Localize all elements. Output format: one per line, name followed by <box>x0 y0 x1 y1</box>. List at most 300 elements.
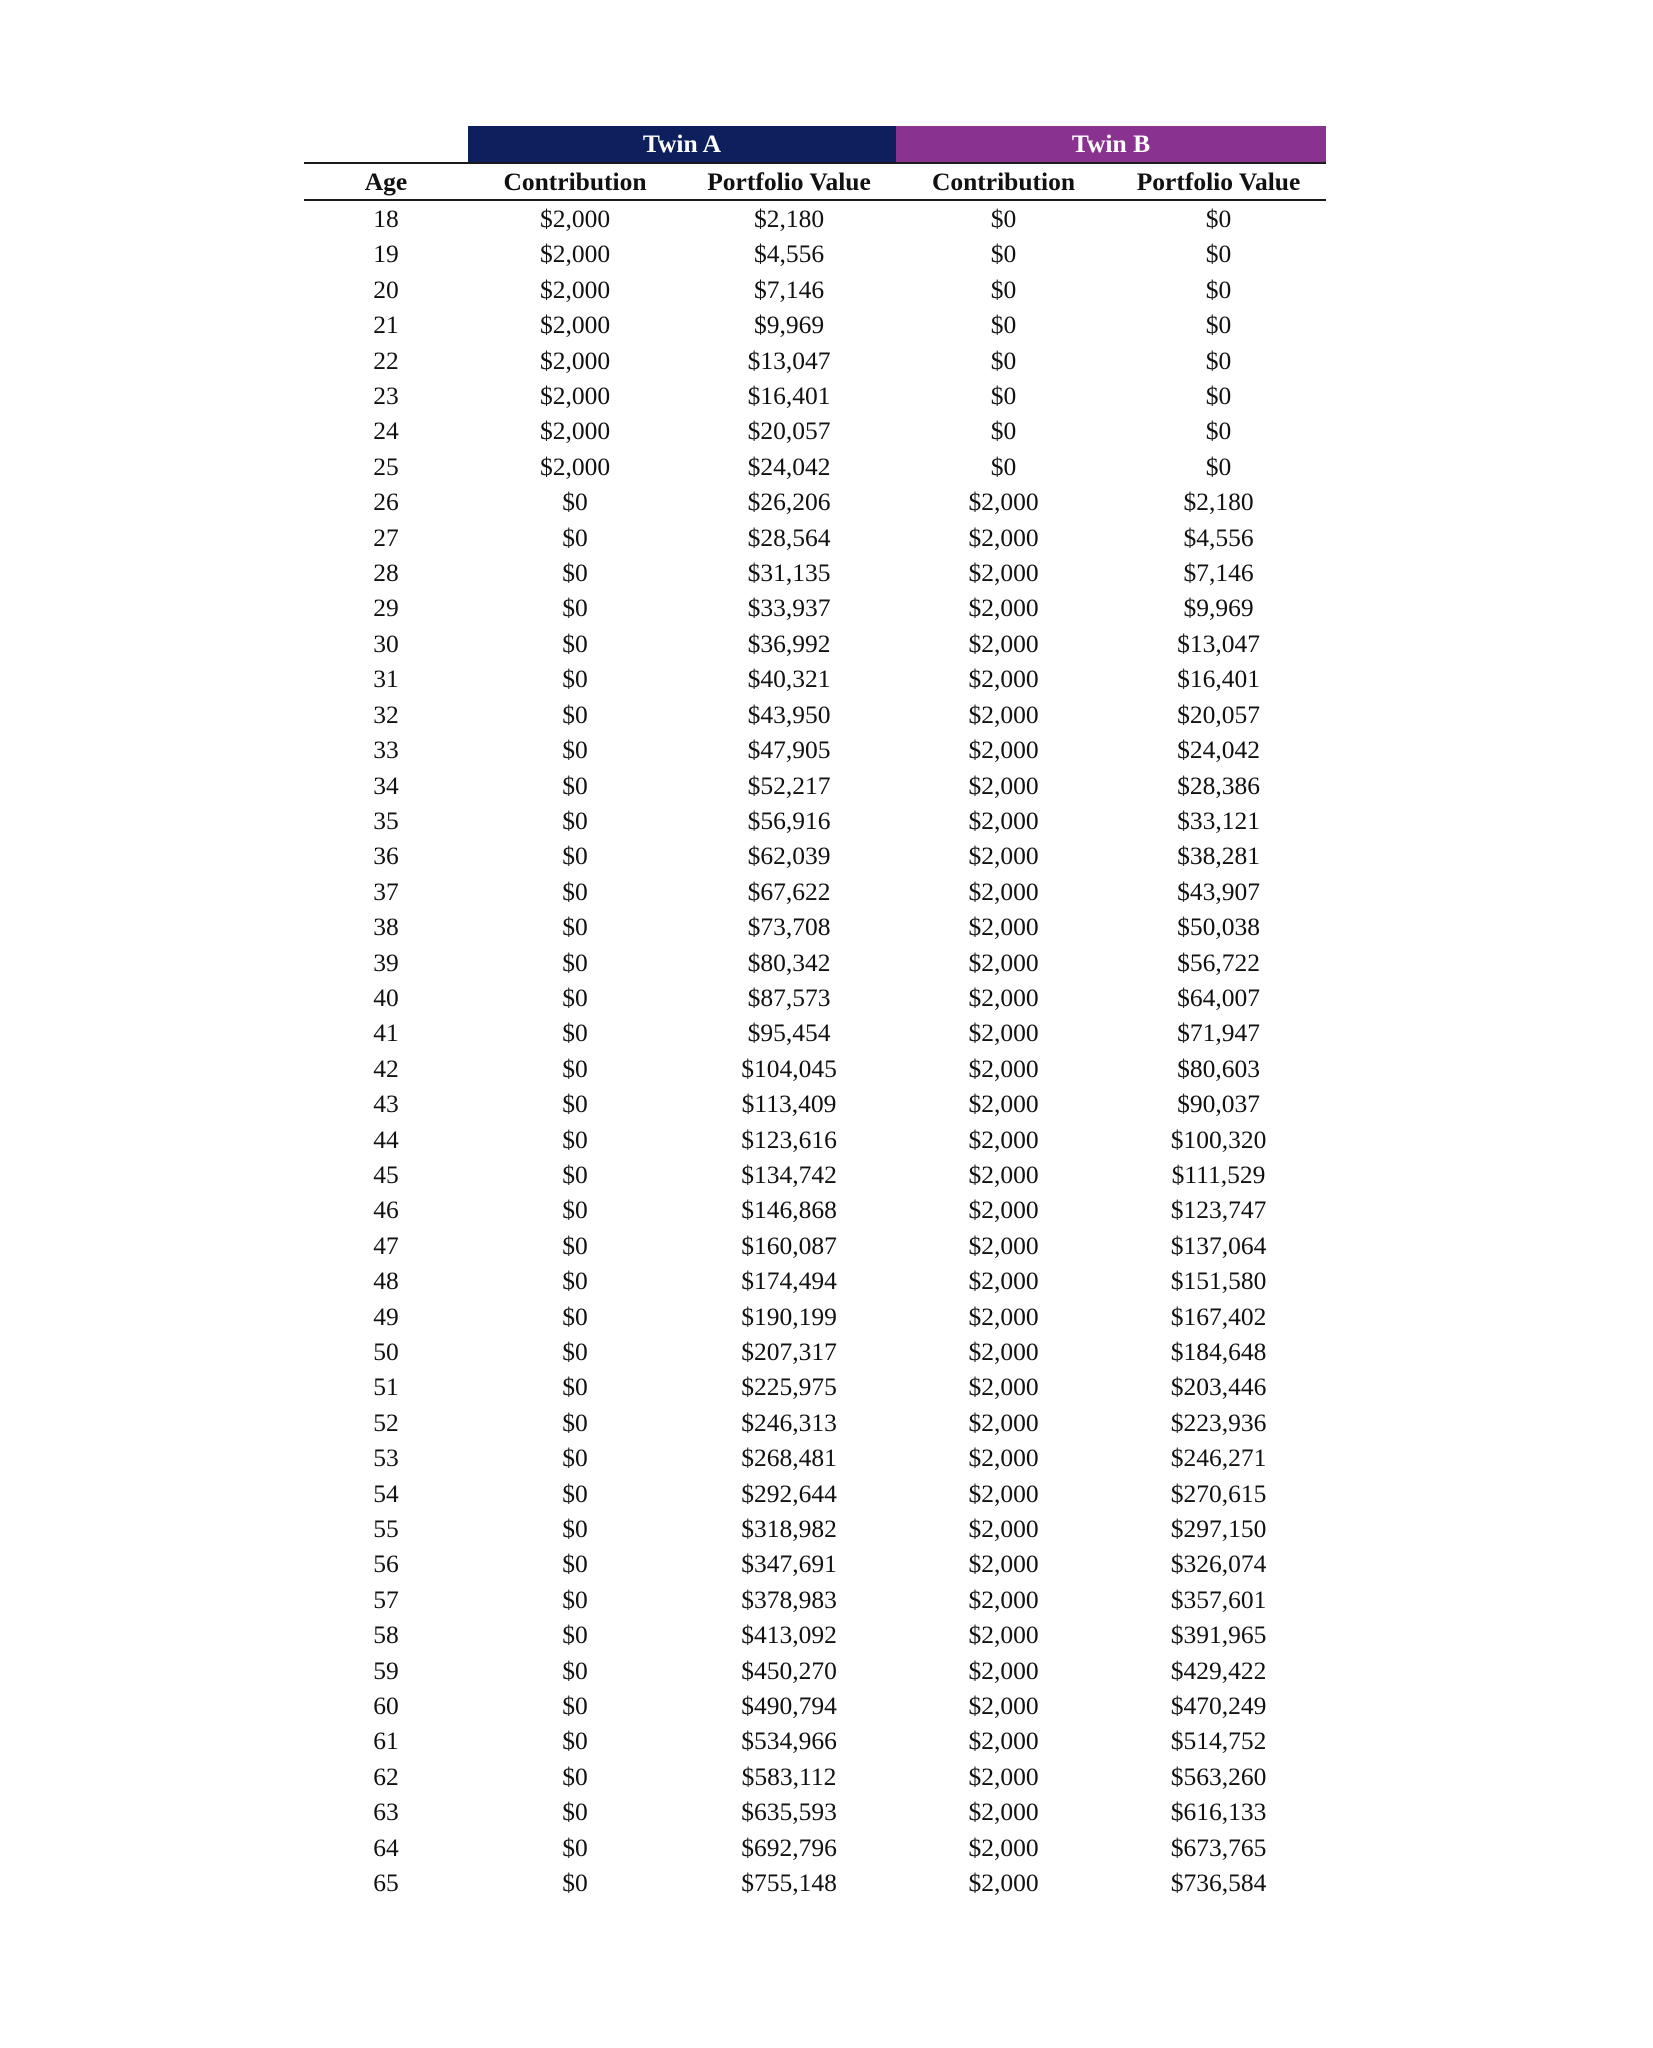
twin-b-portfolio-cell: $4,556 <box>1183 522 1254 552</box>
twin-b-contribution-cell: $2,000 <box>968 982 1039 1012</box>
twin-b-contribution-cell: $2,000 <box>968 1266 1039 1296</box>
twin-b-contribution-cell: $2,000 <box>968 1655 1039 1685</box>
twin-a-portfolio-cell: $20,057 <box>747 416 831 446</box>
twin-b-portfolio-cell: $0 <box>1205 345 1232 375</box>
table-row <box>304 1299 1326 1334</box>
table-row <box>304 1334 1326 1369</box>
age-cell: 20 <box>373 274 399 304</box>
twin-a-portfolio-cell: $146,868 <box>741 1195 837 1225</box>
twin-a-contribution-cell: $2,000 <box>539 204 611 233</box>
twin-b-contribution-cell: $2,000 <box>968 1584 1039 1614</box>
age-cell: 23 <box>373 381 399 411</box>
twin-a-portfolio-cell: $56,916 <box>747 805 831 835</box>
twin-b-portfolio-cell: $246,271 <box>1170 1443 1267 1473</box>
table-row <box>304 1759 1326 1794</box>
table-row <box>304 1582 1326 1617</box>
age-cell: 40 <box>373 982 399 1012</box>
twin-a-portfolio-cell: $87,573 <box>747 982 831 1012</box>
age-cell: 18 <box>373 204 399 233</box>
twin-b-portfolio-header: Portfolio Value <box>1136 167 1301 196</box>
twin-b-header: Twin B <box>896 126 1326 163</box>
twin-b-contribution-cell: $0 <box>990 416 1017 446</box>
twin-b-portfolio-cell: $514,752 <box>1170 1726 1267 1756</box>
twin-a-portfolio-cell: $378,983 <box>741 1584 837 1614</box>
twin-a-portfolio-cell: $33,937 <box>747 593 831 623</box>
twin-b-contribution-cell: $2,000 <box>968 1514 1039 1544</box>
table-row <box>304 1476 1326 1511</box>
table-row <box>304 1688 1326 1723</box>
table-row <box>304 449 1326 484</box>
table-row <box>304 1015 1326 1050</box>
age-cell: 56 <box>373 1549 399 1579</box>
twin-a-portfolio-cell: $28,564 <box>747 522 831 552</box>
age-cell: 38 <box>373 912 399 942</box>
twin-b-portfolio-cell: $736,584 <box>1170 1868 1267 1898</box>
age-cell: 34 <box>373 770 399 800</box>
twin-b-portfolio-cell: $0 <box>1205 274 1232 304</box>
age-cell: 48 <box>373 1266 399 1296</box>
table-row <box>304 1546 1326 1581</box>
twin-a-portfolio-cell: $95,454 <box>747 1018 831 1048</box>
twin-b-portfolio-cell: $24,042 <box>1177 735 1260 765</box>
twin-b-portfolio-cell: $673,765 <box>1170 1832 1267 1862</box>
age-cell: 39 <box>373 947 399 977</box>
twin-a-contribution-cell: $0 <box>562 1230 588 1260</box>
twin-b-contribution-cell: $2,000 <box>968 1230 1039 1260</box>
twin-b-contribution-cell: $2,000 <box>968 770 1039 800</box>
twin-b-contribution-cell: $2,000 <box>968 628 1039 658</box>
twin-a-portfolio-cell: $292,644 <box>741 1478 837 1508</box>
twin-a-contribution-cell: $0 <box>562 558 588 588</box>
twin-a-contribution-cell: $0 <box>562 1514 588 1544</box>
twin-b-contribution-cell: $2,000 <box>968 1726 1039 1756</box>
age-cell: 28 <box>373 558 399 588</box>
twin-b-contribution-cell: $0 <box>990 381 1017 411</box>
twin-b-portfolio-cell: $0 <box>1205 381 1232 411</box>
twin-b-contribution-cell: $0 <box>990 310 1017 340</box>
twin-b-portfolio-cell: $151,580 <box>1170 1266 1267 1296</box>
twin-b-contribution-cell: $2,000 <box>968 522 1039 552</box>
age-cell: 33 <box>373 735 399 765</box>
twin-b-portfolio-cell: $80,603 <box>1177 1053 1260 1083</box>
twin-b-contribution-cell: $2,000 <box>968 1797 1039 1827</box>
age-cell: 24 <box>373 416 399 446</box>
twin-b-contribution-cell: $2,000 <box>968 1089 1039 1119</box>
twin-a-contribution-cell: $2,000 <box>539 345 611 375</box>
twin-a-contribution-cell: $0 <box>562 487 588 517</box>
twin-a-contribution-cell: $0 <box>562 1159 588 1189</box>
twin-b-contribution-cell: $2,000 <box>968 876 1039 906</box>
table-row <box>304 1086 1326 1121</box>
age-cell: 29 <box>373 593 399 623</box>
twin-b-contribution-header: Contribution <box>931 167 1076 196</box>
table-row <box>304 1263 1326 1298</box>
table-row <box>304 980 1326 1015</box>
twin-a-portfolio-cell: $31,135 <box>747 558 831 588</box>
table-row <box>304 1405 1326 1440</box>
group-header-row <box>304 126 1326 163</box>
twin-b-portfolio-cell: $563,260 <box>1170 1761 1267 1791</box>
twin-b-portfolio-cell: $100,320 <box>1170 1124 1267 1154</box>
table-row <box>304 307 1326 342</box>
twin-b-contribution-cell: $2,000 <box>968 1337 1039 1366</box>
twin-b-portfolio-cell: $391,965 <box>1170 1620 1267 1650</box>
table-row <box>304 413 1326 448</box>
twin-a-contribution-cell: $0 <box>562 1584 588 1614</box>
table-row <box>304 768 1326 803</box>
twin-a-contribution-cell: $0 <box>562 1018 588 1048</box>
table-row <box>304 661 1326 696</box>
age-cell: 37 <box>373 876 399 906</box>
twin-b-contribution-cell: $0 <box>990 239 1017 269</box>
twin-b-portfolio-cell: $33,121 <box>1177 805 1260 835</box>
twin-a-portfolio-cell: $123,616 <box>741 1124 837 1154</box>
twin-b-portfolio-cell: $270,615 <box>1170 1478 1267 1508</box>
twin-a-portfolio-cell: $755,148 <box>741 1868 837 1898</box>
twin-b-contribution-cell: $2,000 <box>968 1018 1039 1048</box>
age-cell: 65 <box>373 1868 399 1898</box>
twin-a-header: Twin A <box>468 126 896 163</box>
twin-b-portfolio-cell: $297,150 <box>1170 1514 1267 1544</box>
twin-comparison-sheet <box>304 126 1326 1901</box>
investment-table <box>304 126 1326 1901</box>
table-row <box>304 1228 1326 1263</box>
twin-b-contribution-cell: $2,000 <box>968 805 1039 835</box>
twin-b-contribution-cell: $0 <box>990 345 1017 375</box>
table-row <box>304 343 1326 378</box>
age-cell: 25 <box>373 451 399 481</box>
age-cell: 32 <box>373 699 399 729</box>
twin-a-portfolio-cell: $52,217 <box>747 770 831 800</box>
twin-a-portfolio-cell: $225,975 <box>741 1372 837 1402</box>
table-row <box>304 1830 1326 1865</box>
table-row <box>304 590 1326 625</box>
twin-b-portfolio-cell: $43,907 <box>1177 876 1260 906</box>
twin-a-portfolio-cell: $2,180 <box>753 204 825 233</box>
twin-a-portfolio-cell: $26,206 <box>747 487 831 517</box>
twin-a-portfolio-cell: $13,047 <box>747 345 831 375</box>
twin-a-portfolio-cell: $207,317 <box>741 1337 837 1366</box>
twin-b-portfolio-cell: $123,747 <box>1170 1195 1267 1225</box>
age-cell: 53 <box>373 1443 399 1473</box>
twin-b-portfolio-cell: $111,529 <box>1171 1159 1266 1189</box>
twin-b-contribution-cell: $2,000 <box>968 1549 1039 1579</box>
twin-b-portfolio-cell: $357,601 <box>1170 1584 1267 1614</box>
twin-a-portfolio-cell: $268,481 <box>741 1443 837 1473</box>
table-row <box>304 732 1326 767</box>
twin-a-portfolio-cell: $534,966 <box>741 1726 837 1756</box>
twin-b-portfolio-cell: $9,969 <box>1183 593 1254 623</box>
table-row <box>304 1192 1326 1227</box>
twin-a-contribution-cell: $0 <box>562 522 588 552</box>
twin-a-portfolio-cell: $4,556 <box>753 239 825 269</box>
age-cell: 47 <box>373 1230 399 1260</box>
twin-a-portfolio-cell: $104,045 <box>741 1053 837 1083</box>
twin-a-contribution-cell: $0 <box>562 1124 588 1154</box>
twin-a-contribution-cell: $2,000 <box>539 239 611 269</box>
age-cell: 60 <box>373 1691 399 1721</box>
twin-b-contribution-cell: $2,000 <box>968 947 1039 977</box>
age-cell: 49 <box>373 1301 399 1331</box>
twin-b-contribution-cell: $2,000 <box>968 735 1039 765</box>
twin-a-contribution-cell: $0 <box>562 1407 588 1437</box>
table-row <box>304 236 1326 271</box>
twin-a-contribution-cell: $0 <box>562 1089 588 1119</box>
twin-b-contribution-cell: $2,000 <box>968 1443 1039 1473</box>
age-column-header: Age <box>364 167 408 196</box>
twin-b-contribution-cell: $2,000 <box>968 1407 1039 1437</box>
twin-a-portfolio-cell: $24,042 <box>747 451 831 481</box>
twin-a-contribution-cell: $0 <box>562 1832 588 1862</box>
twin-a-portfolio-cell: $16,401 <box>747 381 831 411</box>
twin-b-contribution-cell: $2,000 <box>968 558 1039 588</box>
twin-a-contribution-cell: $0 <box>562 982 588 1012</box>
twin-a-contribution-cell: $0 <box>562 628 588 658</box>
twin-b-portfolio-cell: $20,057 <box>1177 699 1260 729</box>
column-header-row <box>304 163 1326 200</box>
table-row <box>304 520 1326 555</box>
table-row <box>304 697 1326 732</box>
twin-b-portfolio-cell: $470,249 <box>1170 1691 1267 1721</box>
twin-a-portfolio-cell: $62,039 <box>747 841 831 871</box>
twin-b-portfolio-cell: $137,064 <box>1170 1230 1267 1260</box>
twin-a-portfolio-cell: $413,092 <box>741 1620 837 1650</box>
twin-b-portfolio-cell: $223,936 <box>1170 1407 1267 1437</box>
twin-a-portfolio-cell: $246,313 <box>741 1407 837 1437</box>
twin-b-portfolio-cell: $64,007 <box>1177 982 1260 1012</box>
twin-a-contribution-cell: $0 <box>562 1372 588 1402</box>
twin-b-portfolio-cell: $167,402 <box>1170 1301 1267 1331</box>
twin-a-portfolio-cell: $692,796 <box>741 1832 837 1862</box>
table-row <box>304 1511 1326 1546</box>
age-cell: 43 <box>373 1089 399 1119</box>
twin-b-contribution-cell: $2,000 <box>968 699 1039 729</box>
twin-a-portfolio-cell: $347,691 <box>741 1549 837 1579</box>
age-cell: 51 <box>373 1372 399 1402</box>
twin-b-contribution-cell: $0 <box>990 204 1017 233</box>
twin-a-contribution-cell: $0 <box>562 1266 588 1296</box>
twin-a-contribution-cell: $0 <box>562 947 588 977</box>
age-cell: 42 <box>373 1053 399 1083</box>
age-cell: 64 <box>373 1832 399 1862</box>
table-row <box>304 272 1326 307</box>
twin-a-portfolio-cell: $490,794 <box>741 1691 837 1721</box>
twin-b-portfolio-cell: $56,722 <box>1177 947 1260 977</box>
twin-a-contribution-cell: $0 <box>562 876 588 906</box>
twin-a-contribution-cell: $0 <box>562 1691 588 1721</box>
twin-a-contribution-cell: $0 <box>562 1195 588 1225</box>
table-row <box>304 1794 1326 1829</box>
twin-a-portfolio-cell: $73,708 <box>747 912 831 942</box>
table-row <box>304 909 1326 944</box>
twin-a-contribution-cell: $0 <box>562 841 588 871</box>
twin-a-portfolio-cell: $583,112 <box>741 1761 837 1791</box>
table-row <box>304 1157 1326 1192</box>
twin-a-portfolio-cell: $160,087 <box>741 1230 837 1260</box>
twin-a-contribution-cell: $0 <box>562 912 588 942</box>
twin-a-contribution-cell: $0 <box>562 805 588 835</box>
twin-b-contribution-cell: $2,000 <box>968 593 1039 623</box>
age-cell: 54 <box>373 1478 399 1508</box>
twin-b-portfolio-cell: $16,401 <box>1177 664 1260 694</box>
twin-a-contribution-cell: $0 <box>562 770 588 800</box>
table-row <box>304 1653 1326 1688</box>
twin-a-portfolio-cell: $7,146 <box>753 274 825 304</box>
twin-b-portfolio-cell: $203,446 <box>1170 1372 1267 1402</box>
table-row <box>304 838 1326 873</box>
twin-a-contribution-cell: $2,000 <box>539 381 611 411</box>
twin-a-contribution-cell: $2,000 <box>539 274 611 304</box>
twin-b-portfolio-cell: $0 <box>1205 416 1232 446</box>
table-row <box>304 484 1326 519</box>
twin-b-portfolio-cell: $616,133 <box>1170 1797 1267 1827</box>
twin-b-contribution-cell: $2,000 <box>968 841 1039 871</box>
twin-b-contribution-cell: $2,000 <box>968 1478 1039 1508</box>
age-cell: 57 <box>373 1584 399 1614</box>
age-cell: 21 <box>373 310 399 340</box>
twin-b-contribution-cell: $2,000 <box>968 1761 1039 1791</box>
twin-b-contribution-cell: $2,000 <box>968 1372 1039 1402</box>
age-cell: 36 <box>373 841 399 871</box>
twin-a-contribution-cell: $0 <box>562 1549 588 1579</box>
twin-a-contribution-cell: $2,000 <box>539 451 611 481</box>
twin-a-portfolio-cell: $9,969 <box>753 310 825 340</box>
twin-b-contribution-cell: $2,000 <box>968 1124 1039 1154</box>
age-cell: 45 <box>373 1159 399 1189</box>
age-cell: 30 <box>373 628 399 658</box>
twin-a-portfolio-cell: $134,742 <box>741 1159 837 1189</box>
table-row <box>304 1440 1326 1475</box>
twin-a-portfolio-cell: $190,199 <box>741 1301 837 1331</box>
twin-a-contribution-cell: $0 <box>562 1337 588 1366</box>
twin-a-portfolio-header: Portfolio Value <box>707 167 871 196</box>
table-row <box>304 1051 1326 1086</box>
age-cell: 58 <box>373 1620 399 1650</box>
twin-b-contribution-cell: $2,000 <box>968 1868 1039 1898</box>
twin-a-portfolio-cell: $80,342 <box>747 947 831 977</box>
table-row <box>304 945 1326 980</box>
age-cell: 19 <box>373 239 399 269</box>
twin-b-portfolio-cell: $71,947 <box>1177 1018 1260 1048</box>
twin-a-contribution-cell: $0 <box>562 593 588 623</box>
twin-a-contribution-cell: $0 <box>562 1478 588 1508</box>
age-cell: 55 <box>373 1514 399 1544</box>
twin-a-contribution-cell: $0 <box>562 699 588 729</box>
age-cell: 52 <box>373 1407 399 1437</box>
twin-b-contribution-cell: $2,000 <box>968 1159 1039 1189</box>
twin-b-portfolio-cell: $2,180 <box>1183 487 1254 517</box>
age-cell: 46 <box>373 1195 399 1225</box>
age-cell: 27 <box>373 522 399 552</box>
table-body <box>304 200 1326 1901</box>
twin-a-contribution-cell: $0 <box>562 664 588 694</box>
twin-b-contribution-cell: $2,000 <box>968 1620 1039 1650</box>
twin-b-contribution-cell: $2,000 <box>968 1832 1039 1862</box>
table-row <box>304 1723 1326 1758</box>
twin-a-contribution-cell: $2,000 <box>539 310 611 340</box>
table-row <box>304 874 1326 909</box>
age-cell: 44 <box>373 1124 399 1154</box>
twin-b-portfolio-cell: $0 <box>1205 239 1232 269</box>
twin-b-contribution-cell: $2,000 <box>968 1053 1039 1083</box>
twin-b-portfolio-cell: $0 <box>1205 204 1232 233</box>
twin-b-contribution-cell: $2,000 <box>968 487 1039 517</box>
twin-a-portfolio-cell: $67,622 <box>747 876 831 906</box>
twin-b-contribution-cell: $2,000 <box>968 1691 1039 1721</box>
twin-b-contribution-cell: $2,000 <box>968 1195 1039 1225</box>
twin-b-contribution-cell: $2,000 <box>968 664 1039 694</box>
twin-b-portfolio-cell: $90,037 <box>1177 1089 1260 1119</box>
table-row <box>304 803 1326 838</box>
age-cell: 31 <box>373 664 399 694</box>
twin-a-contribution-cell: $0 <box>562 735 588 765</box>
twin-a-portfolio-cell: $113,409 <box>741 1089 837 1119</box>
twin-a-contribution-cell: $0 <box>562 1301 588 1331</box>
twin-a-contribution-cell: $0 <box>562 1620 588 1650</box>
table-row <box>304 1122 1326 1157</box>
table-row <box>304 378 1326 413</box>
table-row <box>304 555 1326 590</box>
age-cell: 62 <box>373 1761 399 1791</box>
age-cell: 26 <box>373 487 399 517</box>
age-cell: 35 <box>373 805 399 835</box>
twin-b-portfolio-cell: $326,074 <box>1170 1549 1267 1579</box>
table-row <box>304 626 1326 661</box>
twin-a-portfolio-cell: $40,321 <box>747 664 831 694</box>
twin-b-contribution-cell: $0 <box>990 451 1017 481</box>
twin-b-portfolio-cell: $7,146 <box>1183 558 1254 588</box>
twin-a-contribution-cell: $2,000 <box>539 416 611 446</box>
twin-b-portfolio-cell: $0 <box>1205 310 1232 340</box>
table-row <box>304 1865 1326 1900</box>
table-row <box>304 1369 1326 1404</box>
twin-a-portfolio-cell: $47,905 <box>747 735 831 765</box>
group-header-blank <box>304 126 468 163</box>
table-row <box>304 1617 1326 1652</box>
twin-a-contribution-cell: $0 <box>562 1761 588 1791</box>
twin-b-portfolio-cell: $184,648 <box>1170 1337 1267 1366</box>
table-row <box>304 200 1326 236</box>
twin-a-portfolio-cell: $635,593 <box>741 1797 837 1827</box>
twin-b-portfolio-cell: $38,281 <box>1177 841 1260 871</box>
twin-a-contribution-header: Contribution <box>503 167 647 196</box>
twin-a-contribution-cell: $0 <box>562 1868 588 1898</box>
age-cell: 59 <box>373 1655 399 1685</box>
twin-a-portfolio-cell: $174,494 <box>741 1266 837 1296</box>
twin-a-contribution-cell: $0 <box>562 1053 588 1083</box>
twin-b-portfolio-cell: $429,422 <box>1170 1655 1267 1685</box>
age-cell: 50 <box>373 1337 399 1366</box>
twin-a-portfolio-cell: $450,270 <box>741 1655 837 1685</box>
twin-b-portfolio-cell: $0 <box>1205 451 1232 481</box>
twin-b-portfolio-cell: $28,386 <box>1177 770 1260 800</box>
age-cell: 41 <box>373 1018 399 1048</box>
twin-b-portfolio-cell: $50,038 <box>1177 912 1260 942</box>
twin-a-contribution-cell: $0 <box>562 1443 588 1473</box>
age-cell: 22 <box>373 345 399 375</box>
twin-a-contribution-cell: $0 <box>562 1797 588 1827</box>
twin-a-portfolio-cell: $318,982 <box>741 1514 837 1544</box>
twin-b-contribution-cell: $0 <box>990 274 1017 304</box>
twin-a-contribution-cell: $0 <box>562 1655 588 1685</box>
twin-a-portfolio-cell: $43,950 <box>747 699 831 729</box>
twin-b-contribution-cell: $2,000 <box>968 912 1039 942</box>
twin-b-portfolio-cell: $13,047 <box>1177 628 1260 658</box>
age-cell: 61 <box>373 1726 399 1756</box>
age-cell: 63 <box>373 1797 399 1827</box>
twin-a-contribution-cell: $0 <box>562 1726 588 1756</box>
twin-a-portfolio-cell: $36,992 <box>747 628 831 658</box>
